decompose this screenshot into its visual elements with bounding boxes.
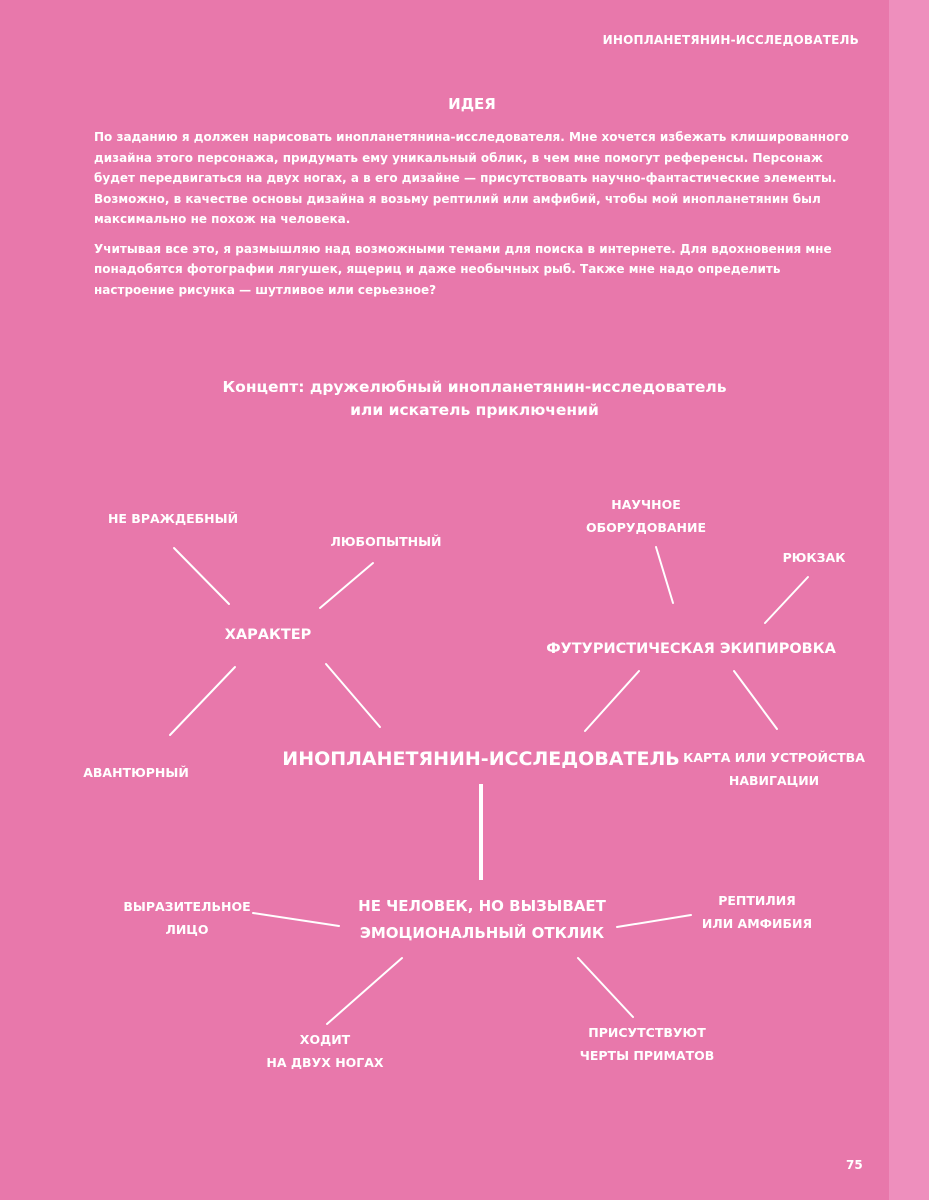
page-number: 75 <box>846 1158 863 1172</box>
connector-not-hostile <box>174 548 229 604</box>
connector-reptile <box>617 915 691 927</box>
connector-scientific <box>656 547 673 603</box>
connector-adventurous <box>170 667 235 735</box>
reptile-node: РЕПТИЛИЯ ИЛИ АМФИБИЯ <box>701 893 813 931</box>
connector-walks <box>327 958 402 1024</box>
connector-character-center <box>326 664 380 727</box>
concept-line-1: Концепт: дружелюбный инопланетянин-исследователь <box>222 378 727 396</box>
navigation-node: КАРТА ИЛИ УСТРОЙСТВА НАВИГАЦИИ <box>683 750 865 788</box>
character-node: ХАРАКТЕР <box>224 627 312 643</box>
connector-curious <box>320 563 373 608</box>
idea-title: ИДЕЯ <box>448 95 496 113</box>
scientific-equipment-node: НАУЧНОЕ ОБОРУДОВАНИЕ <box>585 497 707 535</box>
idea-paragraph-1: По заданию я должен нарисовать инопланетянина-исследователя. Мне хочется избежать клишированного дизайна этого персонажа, придумать ему уникальный облик, в чем мне помогут референсы. Персонаж будет передвигаться на двух ногах, а в его дизайне — присутствовать научно-фантастические элементы. Возможно, в качестве основы дизайна я возьму рептилий или амфибий, чтобы мой инопланетянин был максимально не похож на человека. <box>94 130 849 226</box>
walks-on-two-legs-node: ХОДИТ НА ДВУХ НОГАХ <box>266 1032 384 1070</box>
connector-face <box>253 913 339 926</box>
running-title: ИНОПЛАНЕТЯНИН-ИССЛЕДОВАТЕЛЬ <box>602 33 859 47</box>
equipment-node: ФУТУРИСТИЧЕСКАЯ ЭКИПИРОВКА <box>546 641 836 657</box>
connector-equipment-center <box>585 671 639 731</box>
concept-line-2: или искатель приключений <box>350 401 599 419</box>
connector-primates <box>578 958 633 1017</box>
not-hostile-node: НЕ ВРАЖДЕБНЫЙ <box>107 511 239 526</box>
emotional-response-node: НЕ ЧЕЛОВЕК, НО ВЫЗЫВАЕТ ЭМОЦИОНАЛЬНЫЙ ОТКЛИК <box>358 897 606 942</box>
mindmap-center-node: ИНОПЛАНЕТЯНИН-ИССЛЕДОВАТЕЛЬ <box>282 748 680 770</box>
idea-paragraph-2: Учитывая все это, я размышляю над возможными темами для поиска в интернете. Для вдохновения мне понадобятся фотографии лягушек, ящериц и даже необычных рыб. Также мне надо определить настроение рисунка — шутливое или серьезное? <box>94 241 832 297</box>
connector-navigation <box>734 671 777 729</box>
expressive-face-node: ВЫРАЗИТЕЛЬНОЕ ЛИЦО <box>123 899 251 937</box>
adventurous-node: АВАНТЮРНЫЙ <box>83 765 189 780</box>
connector-backpack <box>765 577 808 623</box>
curious-node: ЛЮБОПЫТНЫЙ <box>330 534 442 549</box>
primate-traits-node: ПРИСУТСТВУЮТ ЧЕРТЫ ПРИМАТОВ <box>579 1025 715 1063</box>
backpack-node: РЮКЗАК <box>782 550 846 565</box>
